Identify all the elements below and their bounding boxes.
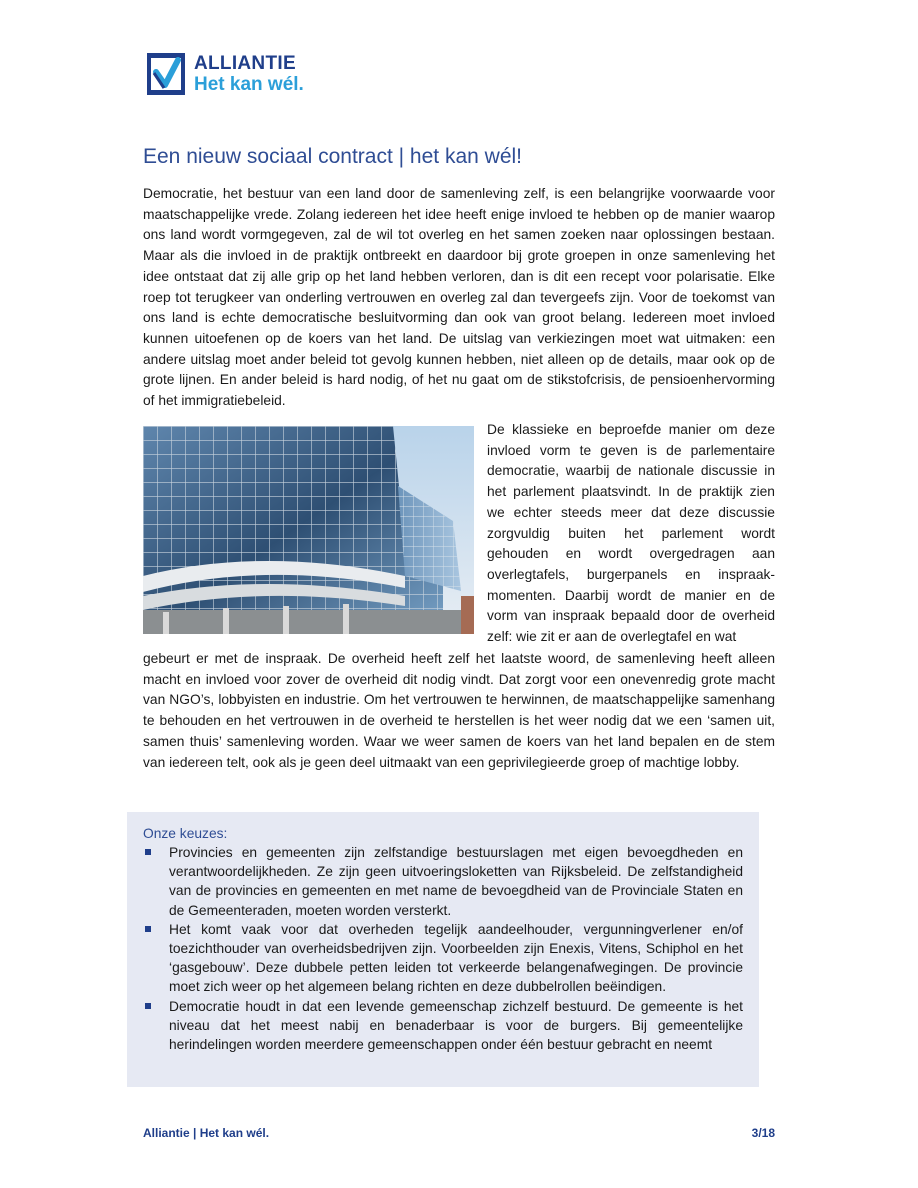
- square-bullet-icon: [145, 849, 151, 855]
- square-bullet-icon: [145, 1003, 151, 1009]
- choices-box: [127, 812, 759, 1087]
- brand-logo: [146, 52, 304, 96]
- paragraph-parlement-continued: gebeurt er met de inspraak. De overheid heeft zelf het laatste woord, de samenleving heeft alleen macht en invloed voor zover de overheid dit nodig vindt. Dat zorgt voor een onevenredig grote macht van NGO’s, lobbyisten en industrie. Om het vertrouwen te herwinnen, de maatschappelijke samenhang te behouden en het vertrouwen in de overheid te herstellen is het weer nodig dat we een ‘samen uit, samen thuis’ samenleving worden. Waar we weer samen de koers van het land bepalen en de stem van iedereen telt, ook als je geen deel uitmaakt van een geprivilegieerde groep of machtige lobby.: [143, 651, 775, 770]
- page-number: 3/18: [751, 1126, 775, 1140]
- footer-brand: Alliantie | Het kan wél.: [143, 1126, 270, 1140]
- square-bullet-icon: [145, 926, 151, 932]
- choices-title: Onze keuzes:: [143, 826, 228, 841]
- choices-list: [143, 843, 743, 1054]
- list-item: [143, 997, 743, 1055]
- list-item: [143, 843, 743, 920]
- list-item: [143, 920, 743, 997]
- list-item-text: Het komt vaak voor dat overheden tegelijk aandeelhouder, vergunningverlener en/of toezichthouder van overheidsbedrijven zijn. Voorbeelden zijn Enexis, Vitens, Schiphol en het ‘gasgebouw’. Deze dubbele petten leiden tot verkeerde belangenafwegingen. De provincie moet zich weer op het algemeen belang richten en deze dubbelrollen beëindigen.: [169, 921, 743, 995]
- check-shield-icon: [146, 52, 186, 96]
- page-title: Een nieuw sociaal contract | het kan wél!: [143, 145, 522, 168]
- list-item-text: Provincies en gemeenten zijn zelfstandige bestuurslagen met eigen bevoegdheden en verantwoordelijkheden. Ze zijn geen uitvoeringsloketten van Rijksbeleid. De zelfstandigheid van de provincies en gemeenten en met name de bevoegdheid van de Provinciale Staten en de Gemeenteraden, moeten worden versterkt.: [169, 845, 743, 918]
- building-photo: [143, 426, 474, 634]
- logo-slogan: Het kan wél.: [194, 74, 304, 95]
- logo-name: ALLIANTIE: [194, 53, 296, 74]
- paragraph-parlement-wrap: De klassieke en beproefde manier om deze invloed vorm te geven is de parlementaire democratie, waarbij de nationale discussie in het parlement plaatsvindt. In de praktijk zien we echter steeds meer dat deze discussie zorgvuldig buiten het parlement wordt gehouden en wordt overgedragen aan overlegtafels, burgerpanels en inspraak-momenten. Daarbij wordt de manier en de vorm van inspraak bepaald door de overheid zelf: wie zit er aan de overlegtafel en wat: [487, 422, 775, 645]
- paragraph-intro: Democratie, het bestuur van een land door de samenleving zelf, is een belangrijke voorwaarde voor maatschappelijke vrede. Zolang iedereen het idee heeft enige invloed te hebben op de manier waarop ons land wordt vormgegeven, zal de wil tot overleg en het samen zoeken naar oplossingen bestaan. Maar als die invloed in de praktijk ontbreekt en daardoor bij grote groepen in onze samenleving het idee ontstaat dat zij alle grip op het land hebben verloren, dan is dit een recept voor polarisatie. Elke roep tot terugkeer van onderling vertrouwen en overleg zal dan tevergeefs zijn. Voor de toekomst van ons land is echte democratische besluitvorming dan ook van groot belang. Iedereen moet invloed kunnen uitoefenen op de koers van het land. De uitslag van verkiezingen moet wat uitmaken: een andere uitslag moet ander beleid tot gevolg kunnen hebben, niet alleen op de details, maar ook op de grote lijnen. En ander beleid is hard nodig, of het nu gaat om de stikstofcrisis, de pensioenhervorming of het immigratiebeleid.: [143, 186, 775, 409]
- list-item-text: Democratie houdt in dat een levende gemeenschap zichzelf bestuurd. De gemeente is het niveau dat het meest nabij en benaderbaar is voor de burgers. Bij gemeentelijke herindelingen worden meerdere gemeenschappen onder één bestuur gebracht en neemt: [169, 998, 743, 1053]
- building-illustration: [143, 426, 474, 634]
